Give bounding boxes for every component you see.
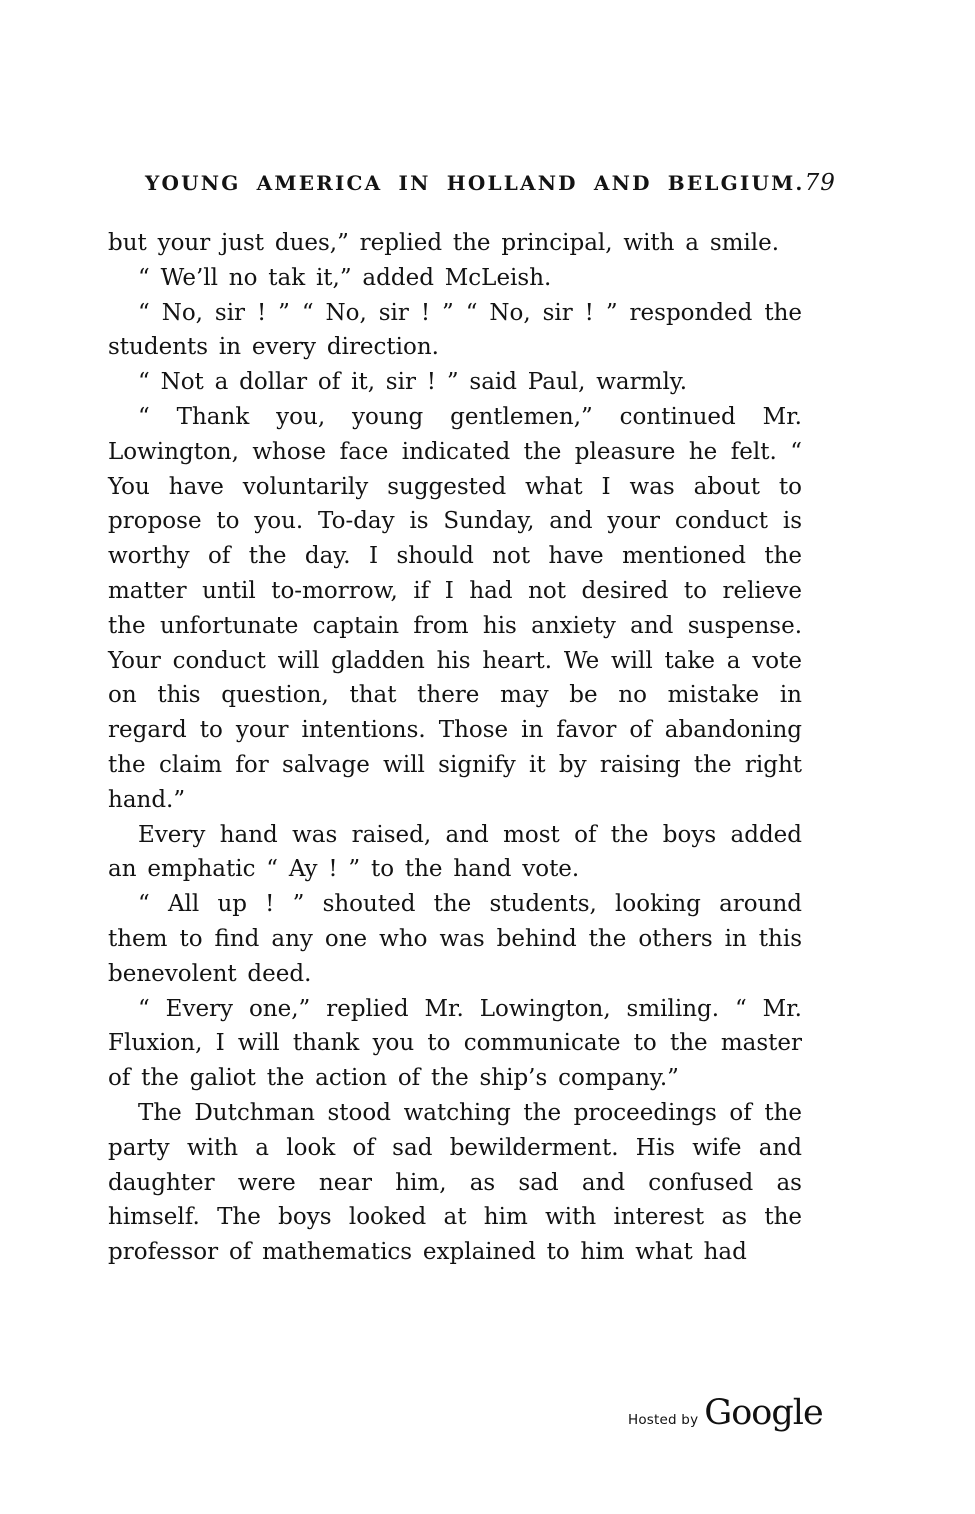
paragraph: “ We’ll no tak it,” added McLeish. (138, 264, 552, 291)
running-title: YOUNG AMERICA IN HOLLAND AND BELGIUM. (145, 171, 805, 195)
paragraph: The Dutchman stood watching the proceedings of the party with a look of sad bewilderment. His wife and daughter were near him, as sad and confused as himself. The boys looked at him with interest as the professor of mathematics explained to him what had (108, 1099, 802, 1266)
paragraph: “ No, sir ! ” “ No, sir ! ” “ No, sir ! ” responded the students in every direction. (108, 299, 802, 361)
page-number: 79 (804, 170, 836, 196)
paragraph: Every hand was raised, and most of the boys added an emphatic “ Ay ! ” to the hand vote. (108, 821, 802, 883)
running-header (145, 170, 836, 196)
page-body (108, 226, 802, 1270)
paragraph: “ Thank you, young gentlemen,” continued Mr. Lowington, whose face indicated the pleasure he felt. “ You have voluntarily suggested what I was about to propose to you. To-day is Sunday, and your conduct is worthy of the day. I should not have mentioned the matter until to-morrow, if I had not desired to relieve the unfortunate captain from his anxiety and suspense. Your conduct will gladden his heart. We will take a vote on this question, that there may be no mistake in regard to your intentions. Those in favor of abandoning the claim for salvage will signify it by raising the right hand.” (108, 403, 802, 813)
hosted-by-label: Hosted by (628, 1412, 699, 1428)
watermark (628, 1393, 823, 1433)
paragraph: “ Every one,” replied Mr. Lowington, smiling. “ Mr. Fluxion, I will thank you to communicate to the master of the galiot the action of the ship’s company.” (108, 995, 802, 1092)
paragraph: “ Not a dollar of it, sir ! ” said Paul, warmly. (138, 369, 688, 396)
google-logo: Google (704, 1393, 823, 1433)
paragraph: but your just dues,” replied the principal, with a smile. (108, 230, 780, 256)
paragraph: “ All up ! ” shouted the students, looking around them to find any one who was behind the others in this benevolent deed. (108, 891, 802, 987)
